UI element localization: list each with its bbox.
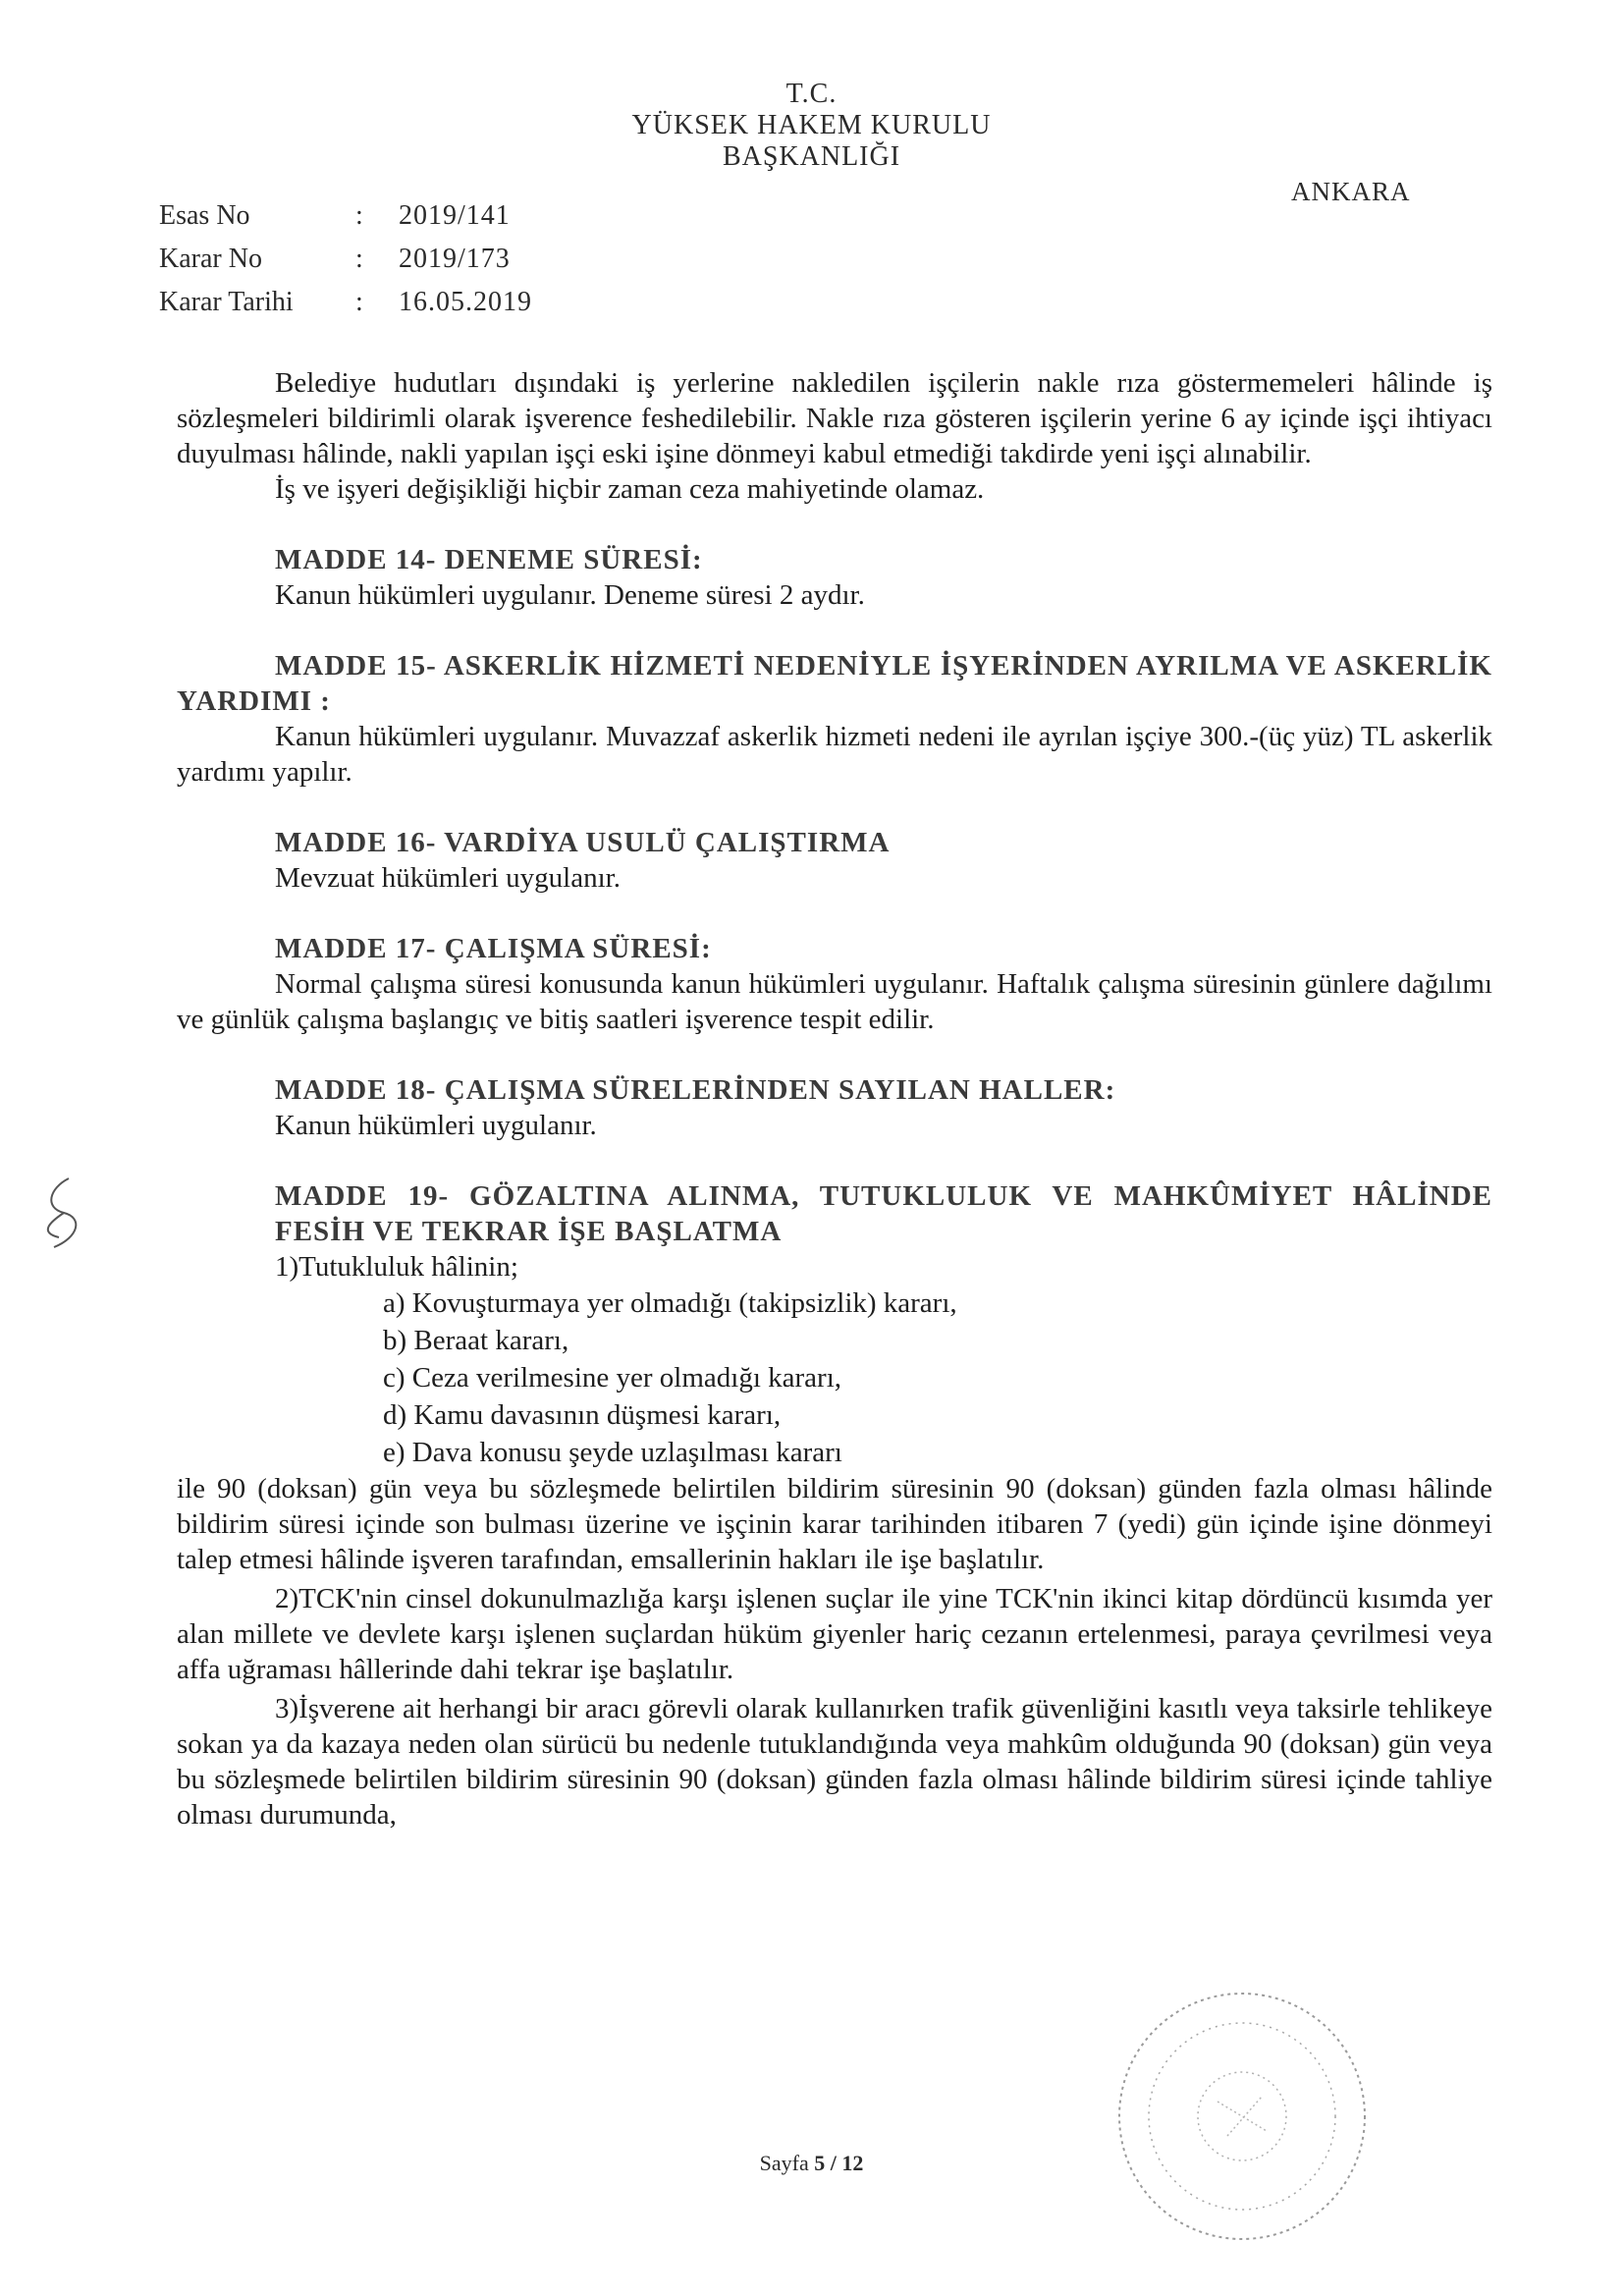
- article-19-p3: 3)İşverene ait herhangi bir aracı görevli olarak kullanırken trafik güvenliğini kasıtlı veya taksirle tehlikeye sokan ya da kazaya neden olan sürücü bu nedenle tutuklandığında veya mahkûm olduğunda 90 (doksan) gün veya bu sözleşmede belirtilen bildirim süresinin 90 (doksan) günden fazla olması hâlinde bildirim süresi içinde tahliye olması durumunda,: [177, 1693, 1492, 1831]
- header-city: ANKARA: [1291, 177, 1411, 206]
- document-header: [0, 79, 1623, 173]
- article-19-list: [177, 1285, 1492, 1471]
- article-15-title: MADDE 15- ASKERLİK HİZMETİ NEDENİYLE İŞYERİNDEN AYRILMA VE ASKERLİK YARDIMI :: [177, 650, 1492, 717]
- article-18-title: MADDE 18- ÇALIŞMA SÜRELERİNDEN SAYILAN HALLER:: [275, 1074, 1116, 1106]
- header-tc: T.C.: [785, 79, 838, 109]
- case-meta: [159, 194, 532, 324]
- meta-value: 16.05.2019: [399, 287, 532, 317]
- article-18-text: Kanun hükümleri uygulanır.: [275, 1110, 597, 1141]
- article-19-p1: ile 90 (doksan) gün veya bu sözleşmede belirtilen bildirim süresinin 90 (doksan) günden fazla olması hâlinde bildirim süresi içinde son bulması üzerine ve işçinin karar tarihinden itibaren 7 (yedi) gün içinde işine dönmeyi talep etmesi hâlinde işveren tarafından, emsallerinin hakları ile işe başlatılır.: [177, 1473, 1492, 1575]
- page-label: Sayfa: [759, 2151, 809, 2175]
- meta-label: Karar Tarihi: [159, 287, 294, 317]
- header-institution: YÜKSEK HAKEM KURULU: [631, 110, 992, 140]
- page-number: 5 / 12: [814, 2151, 864, 2175]
- page-footer: [0, 2151, 1623, 2176]
- list-item: d) Kamu davasının düşmesi kararı,: [383, 1399, 782, 1431]
- list-item: c) Ceza verilmesine yer olmadığı kararı,: [383, 1362, 842, 1394]
- paragraph: İş ve işyeri değişikliği hiçbir zaman ceza mahiyetinde olamaz.: [275, 473, 985, 505]
- list-item: b) Beraat kararı,: [383, 1325, 569, 1356]
- article-19-p2: 2)TCK'nin cinsel dokunulmazlığa karşı işlenen suçlar ile yine TCK'nin ikinci kitap dördüncü kısımda yer alan millete ve devlete karşı işlenen suçlardan hüküm giyenler hariç cezanın ertelenmesi, paraya çevrilmesi veya affa uğraması hâllerinde dahi tekrar işe başlatılır.: [177, 1583, 1492, 1685]
- official-seal-icon: [1100, 1974, 1384, 2259]
- handwritten-mark-icon: [29, 1169, 98, 1257]
- article-19-intro: 1)Tutukluluk hâlinin;: [275, 1251, 518, 1283]
- meta-row-esas: [159, 194, 532, 238]
- article-19-title: MADDE 19- GÖZALTINA ALINMA, TUTUKLULUK VE MAHKÛMİYET HÂLİNDE FESİH VE TEKRAR İŞE BAŞLATMA: [275, 1180, 1492, 1247]
- list-item: e) Dava konusu şeyde uzlaşılması kararı: [383, 1437, 842, 1468]
- meta-row-tarih: [159, 281, 532, 324]
- article-16-text: Mevzuat hükümleri uygulanır.: [275, 862, 621, 894]
- meta-value: 2019/141: [399, 200, 511, 231]
- meta-value: 2019/173: [399, 244, 511, 274]
- list-item: a) Kovuşturmaya yer olmadığı (takipsizlik) kararı,: [383, 1287, 957, 1319]
- meta-row-karar: [159, 238, 532, 281]
- article-14-text: Kanun hükümleri uygulanır. Deneme süresi 2 aydır.: [275, 579, 865, 611]
- meta-sep: :: [355, 287, 363, 317]
- meta-label: Karar No: [159, 244, 262, 274]
- article-15-text: Kanun hükümleri uygulanır. Muvazzaf askerlik hizmeti nedeni ile ayrılan işçiye 300.-(üç yüz) TL askerlik yardımı yapılır.: [177, 721, 1492, 788]
- meta-label: Esas No: [159, 200, 250, 231]
- header-presidency: BAŞKANLIĞI: [722, 141, 901, 172]
- document-body: [177, 365, 1492, 1832]
- article-14-title: MADDE 14- DENEME SÜRESİ:: [275, 544, 703, 575]
- meta-sep: :: [355, 200, 363, 231]
- meta-sep: :: [355, 244, 363, 274]
- paragraph: Belediye hudutları dışındaki iş yerlerine nakledilen işçilerin nakle rıza göstermemeleri hâlinde iş sözleşmeleri bildirimli olarak işverence feshedilebilir. Nakle rıza gösteren işçilerin yerine 6 ay içinde işçi ihtiyacı duyulması hâlinde, nakli yapılan işçi eski işine dönmeyi kabul etmediği takdirde yeni işçi alınabilir.: [177, 367, 1492, 469]
- article-17-title: MADDE 17- ÇALIŞMA SÜRESİ:: [275, 933, 712, 964]
- article-17-text: Normal çalışma süresi konusunda kanun hükümleri uygulanır. Haftalık çalışma süresinin günlere dağılımı ve günlük çalışma başlangıç ve bitiş saatleri işverence tespit edilir.: [177, 968, 1492, 1035]
- article-16-title: MADDE 16- VARDİYA USULÜ ÇALIŞTIRMA: [275, 827, 891, 858]
